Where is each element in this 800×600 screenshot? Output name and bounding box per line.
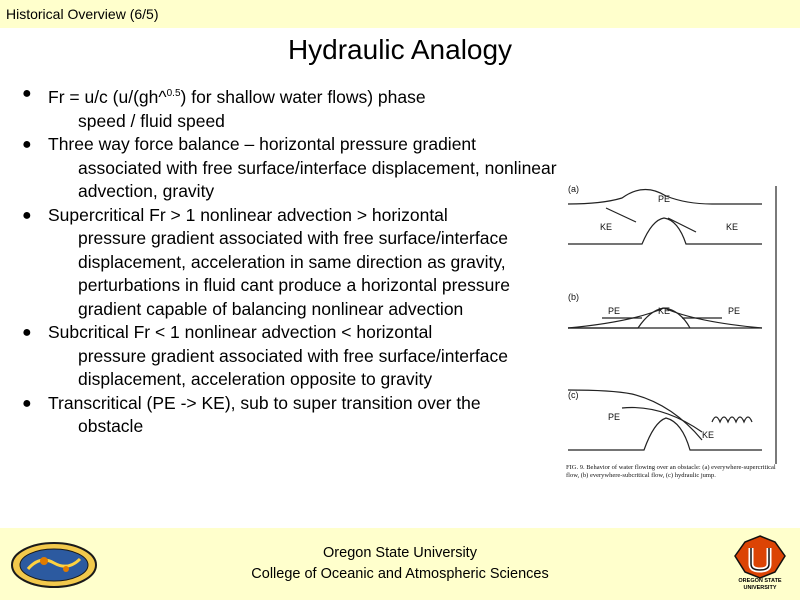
panel-b-pe-right: PE	[728, 306, 741, 316]
bullet-continuation: pressure gradient associated with free surface/interface displacement, acceleration opposite to gravity	[78, 345, 508, 389]
bullet-text: Supercritical Fr > 1 nonlinear advection > horizontal	[48, 204, 448, 225]
bullet-item	[18, 392, 558, 439]
bullet-item	[18, 204, 558, 322]
footer-university: Oregon State University	[323, 545, 477, 561]
panel-a-ke-right: KE	[726, 222, 739, 232]
bullet-item	[18, 321, 558, 392]
slide-title: Hydraulic Analogy	[287, 34, 513, 65]
bullet-continuation: speed / fluid speed	[78, 110, 225, 131]
panel-a-arrow-right	[668, 218, 696, 232]
panel-b-label: (b)	[568, 292, 579, 302]
bullet-continuation: obstacle	[78, 416, 144, 436]
bullet-text: Subcritical Fr < 1 nonlinear advection < horizontal	[48, 322, 433, 342]
bullet-continuation: associated with free surface/interface displacement, nonlinear advection, gravity	[78, 157, 557, 201]
bullet-list	[18, 82, 558, 439]
panel-a-ke-left: KE	[600, 222, 613, 232]
bullet-dot-icon: ●	[22, 85, 32, 102]
bullet-dot-icon: ●	[22, 394, 32, 412]
bullet-dot-icon: ●	[22, 136, 32, 153]
bullet-text: Three way force balance – horizontal pressure gradient	[48, 134, 477, 154]
bullet-item	[18, 133, 558, 204]
panel-c-obstacle	[568, 418, 762, 450]
section-header: Historical Overview (6/5)	[6, 6, 159, 22]
panel-c-jump-coil	[712, 417, 752, 422]
footer-bar	[0, 528, 800, 600]
panel-a-pe: PE	[658, 194, 671, 204]
panel-c-pe: PE	[608, 412, 621, 422]
bullet-dot-icon: ●	[22, 206, 32, 224]
bullet-continuation: pressure gradient associated with free surface/interface displacement, acceleration in same direction as gravity, perturbations in fluid cant produce a horizontal pressure gradient capable of balancing nonlinear advection	[78, 228, 510, 319]
exponent: 0.5	[166, 88, 181, 99]
panel-a-label: (a)	[568, 184, 579, 194]
bullet-text: Fr = u/c (u/(gh^$^{0.5}$) for shallow water flows) phase	[48, 87, 426, 107]
panel-c-label: (c)	[568, 390, 579, 400]
panel-b-ke: KE	[658, 306, 671, 316]
panel-c-surface	[568, 390, 702, 440]
panel-b-pe-left: PE	[608, 306, 621, 316]
bullet-item	[18, 82, 558, 133]
bullet-text: Transcritical (PE -> KE), sub to super transition over the	[48, 392, 481, 413]
obstacle-flow-figure	[562, 182, 790, 500]
footer-college: College of Oceanic and Atmospheric Sciences	[251, 566, 549, 582]
bullet-dot-icon: ●	[22, 324, 32, 341]
panel-a-arrow-left	[606, 208, 636, 222]
figure-caption: FIG. 9. Behavior of water flowing over an obstacle: (a) everywhere-supercritical flow, (b) everywhere-subcritical flow, (c) hydraulic jump.	[566, 464, 776, 479]
panel-c-ke: KE	[702, 430, 715, 440]
osu-logo-text: OREGON STATE UNIVERSITY	[738, 578, 782, 591]
